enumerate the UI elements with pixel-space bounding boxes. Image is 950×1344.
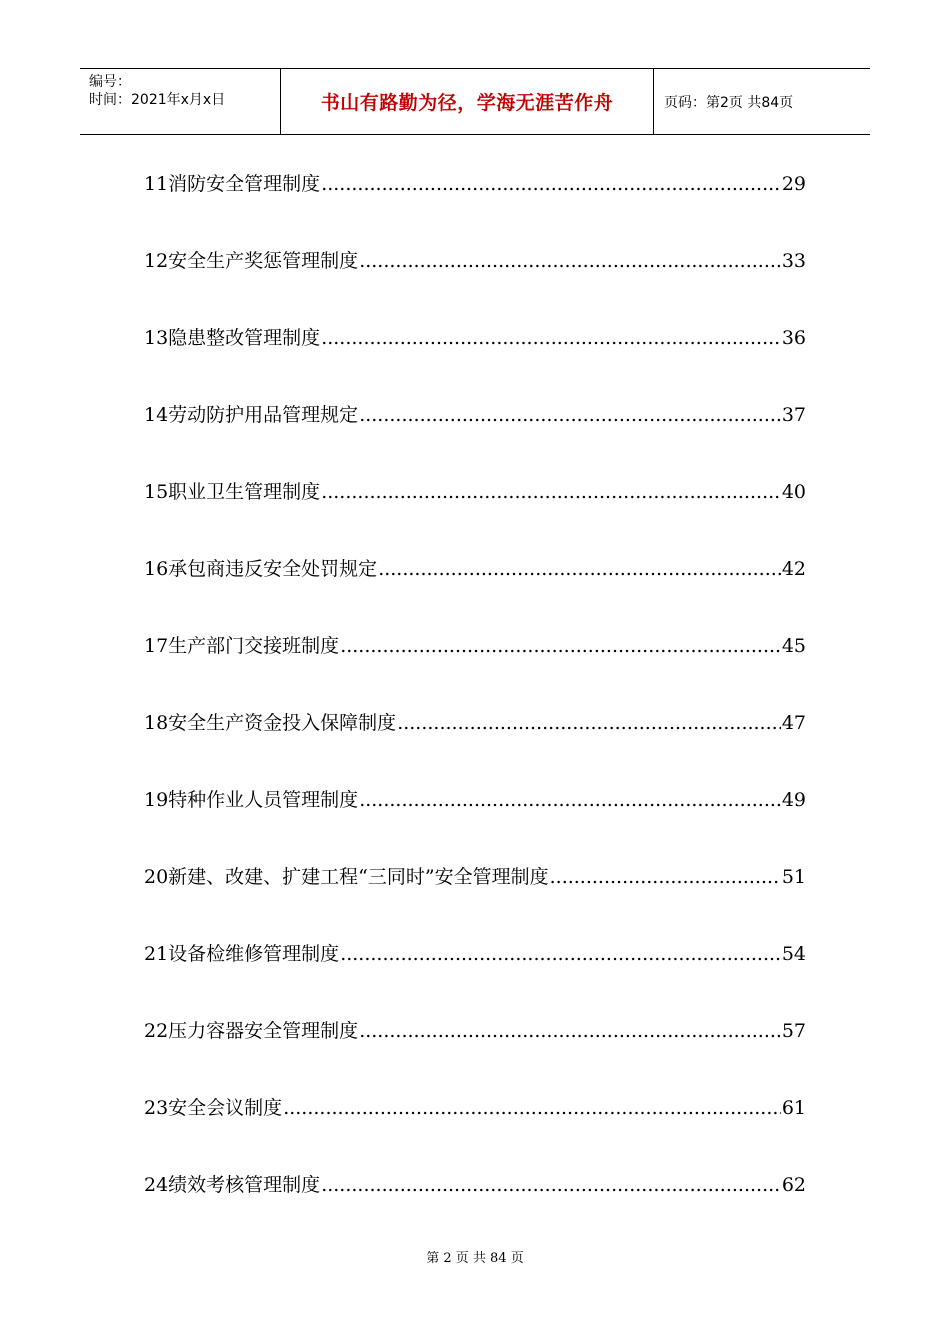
toc-entry-page-number: 49 [781, 789, 806, 811]
toc-entry-page-number: 47 [781, 712, 806, 734]
toc-entry-page-number: 61 [781, 1097, 806, 1119]
toc-entry-page-number: 40 [781, 481, 806, 503]
toc-entry[interactable] [144, 243, 806, 320]
toc-entry-title: 11消防安全管理制度 [144, 173, 321, 195]
toc-entry[interactable] [144, 705, 806, 782]
toc-entry-page-number: 42 [781, 558, 806, 580]
toc-dot-leader [550, 859, 781, 895]
toc-entry-page-number: 54 [781, 943, 806, 965]
table-of-contents [144, 166, 806, 1244]
page-header [80, 68, 870, 135]
document-number-label: 编号： [89, 74, 131, 90]
toc-entry-page-number: 37 [781, 404, 806, 426]
toc-entry-page-number: 33 [781, 250, 806, 272]
toc-entry[interactable] [144, 782, 806, 859]
toc-dot-leader [283, 1090, 781, 1126]
toc-entry-title: 17生产部门交接班制度 [144, 635, 340, 657]
toc-entry-title: 19特种作业人员管理制度 [144, 789, 359, 811]
header-motto: 书山有路勤为径，学海无涯苦作舟 [281, 69, 654, 134]
toc-entry-page-number: 45 [781, 635, 806, 657]
toc-dot-leader [340, 936, 781, 972]
toc-entry-title: 13隐患整改管理制度 [144, 327, 321, 349]
toc-dot-leader [340, 628, 781, 664]
toc-entry[interactable] [144, 397, 806, 474]
toc-entry[interactable] [144, 859, 806, 936]
toc-dot-leader [321, 1167, 781, 1203]
toc-entry-title: 22压力容器安全管理制度 [144, 1020, 359, 1042]
toc-dot-leader [359, 243, 781, 279]
toc-dot-leader [378, 551, 781, 587]
toc-entry-title: 20新建、改建、扩建工程“三同时”安全管理制度 [144, 866, 549, 888]
toc-entry[interactable] [144, 166, 806, 243]
toc-entry[interactable] [144, 936, 806, 1013]
toc-dot-leader [321, 474, 781, 510]
toc-dot-leader [359, 782, 781, 818]
toc-entry[interactable] [144, 1013, 806, 1090]
toc-dot-leader [397, 705, 781, 741]
toc-dot-leader [359, 397, 781, 433]
toc-entry[interactable] [144, 1167, 806, 1244]
toc-entry-title: 14劳动防护用品管理规定 [144, 404, 359, 426]
toc-entry-page-number: 51 [781, 866, 806, 888]
toc-dot-leader [359, 1013, 781, 1049]
toc-entry-page-number: 62 [781, 1174, 806, 1196]
toc-entry[interactable] [144, 320, 806, 397]
toc-entry-page-number: 36 [781, 327, 806, 349]
toc-dot-leader [321, 166, 781, 202]
toc-entry[interactable] [144, 551, 806, 628]
toc-entry-title: 15职业卫生管理制度 [144, 481, 321, 503]
toc-entry-title: 23安全会议制度 [144, 1097, 283, 1119]
header-page-info: 页码：第2页 共84页 [664, 94, 794, 111]
document-date-label: 时间：2021年x月x日 [89, 92, 226, 108]
toc-entry-page-number: 57 [781, 1020, 806, 1042]
header-meta [80, 69, 281, 134]
toc-entry[interactable] [144, 628, 806, 705]
toc-entry-title: 21设备检维修管理制度 [144, 943, 340, 965]
toc-entry-title: 12安全生产奖惩管理制度 [144, 250, 359, 272]
toc-entry[interactable] [144, 1090, 806, 1167]
toc-dot-leader [321, 320, 781, 356]
page-footer: 第 2 页 共 84 页 [426, 1251, 524, 1266]
toc-entry-page-number: 29 [781, 173, 806, 195]
toc-entry[interactable] [144, 474, 806, 551]
toc-entry-title: 24绩效考核管理制度 [144, 1174, 321, 1196]
toc-entry-title: 18安全生产资金投入保障制度 [144, 712, 397, 734]
toc-entry-title: 16承包商违反安全处罚规定 [144, 558, 378, 580]
